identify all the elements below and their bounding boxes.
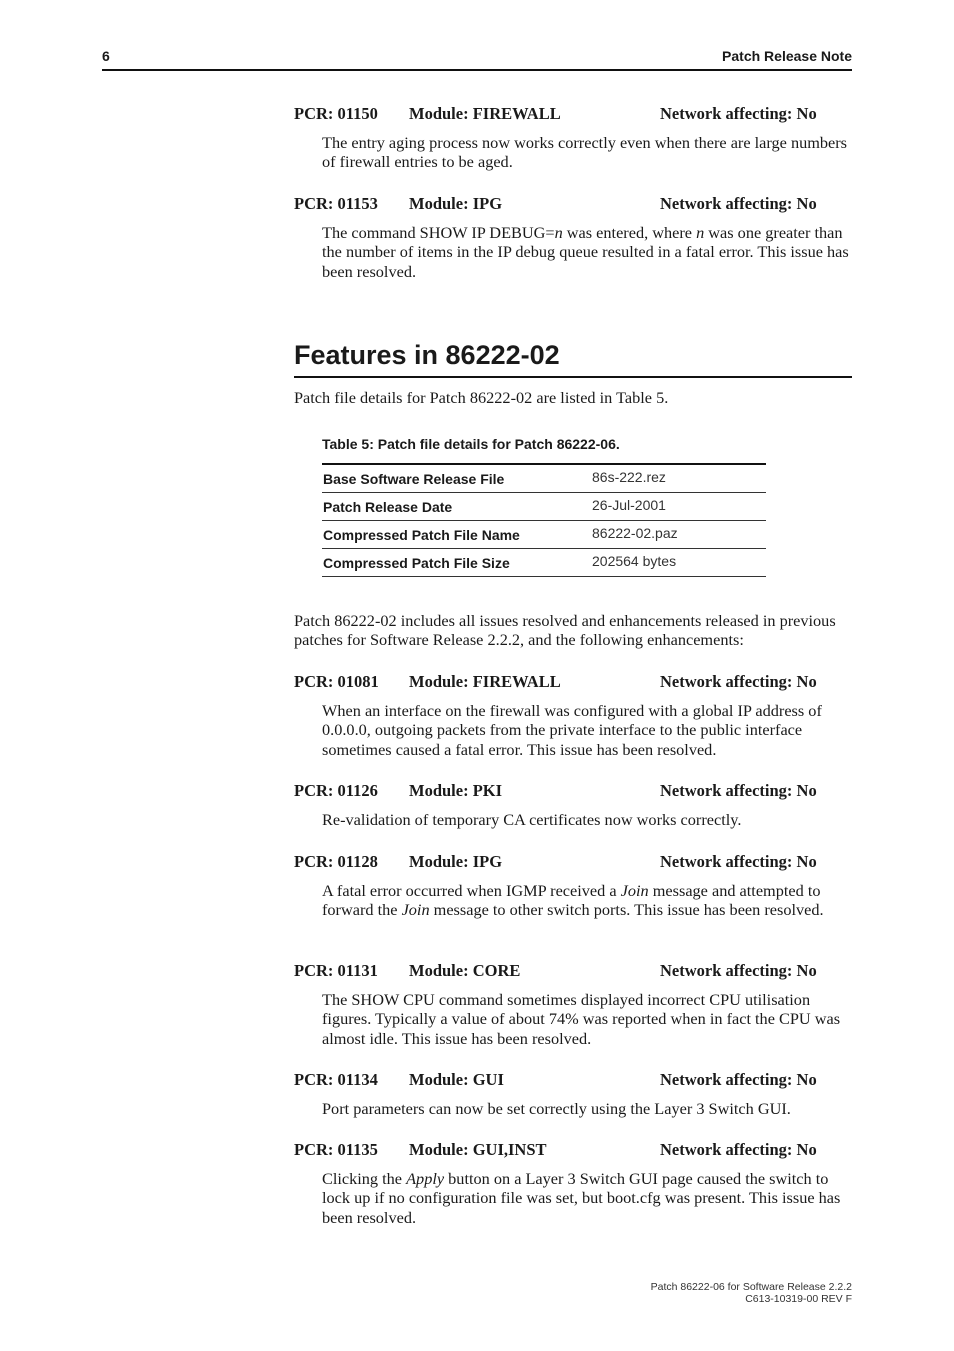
pcr-heading xyxy=(294,672,854,692)
italic-term: Join xyxy=(401,900,430,920)
italic-term: Apply xyxy=(406,1169,445,1188)
pcr-description xyxy=(322,881,854,920)
pcr-network-affecting: Network affecting: No xyxy=(660,1140,817,1159)
pcr-module: Module: GUI,INST xyxy=(409,1140,547,1159)
pcr-number: PCR: 01081 xyxy=(294,672,379,691)
page-footer xyxy=(651,1281,852,1305)
text-run: was entered, where xyxy=(562,223,697,242)
italic-term: n xyxy=(554,223,563,242)
section-intro: Patch file details for Patch 86222-02 are listed in Table 5. xyxy=(294,388,669,407)
pcr-number: PCR: 01134 xyxy=(294,1070,378,1089)
pcr-description xyxy=(322,223,854,281)
pcr-heading xyxy=(294,1070,854,1090)
text-run: message and attempted to forward the xyxy=(322,881,821,920)
text-run: button on a Layer 3 Switch GUI page caused the switch to lock up if no configuration file was set, but boot.cfg was present. This issue has been resolved. xyxy=(322,1169,841,1227)
footer-line: Patch 86222-06 for Software Release 2.2.2 xyxy=(650,1281,852,1293)
section-heading: Features in 86222-02 xyxy=(294,338,852,378)
table-label: Base Software Release File xyxy=(323,471,505,487)
pcr-module: Module: FIREWALL xyxy=(409,672,561,691)
pcr-network-affecting: Network affecting: No xyxy=(660,1070,817,1089)
includes-paragraph: Patch 86222-02 includes all issues resolved and enhancements released in previous patches for Software Release 2.2.2, and the following enhancements: xyxy=(294,611,836,650)
table-row xyxy=(322,549,766,577)
patch-details-table xyxy=(322,463,766,577)
pcr-heading xyxy=(294,104,854,124)
pcr-description: The SHOW CPU command sometimes displayed incorrect CPU utilisation figures. Typically a value of about 74% was reported when in fact the CPU was almost idle. This issue has been resolved. xyxy=(322,990,841,1048)
italic-term: n xyxy=(696,223,705,242)
footer-line: C613-10319-00 REV F xyxy=(745,1293,852,1305)
pcr-network-affecting: Network affecting: No xyxy=(660,961,817,980)
text-run: Clicking the xyxy=(322,1169,407,1188)
table-value: 26-Jul-2001 xyxy=(592,497,666,513)
pcr-number: PCR: 01128 xyxy=(294,852,378,871)
pcr-number: PCR: 01135 xyxy=(294,1140,378,1159)
pcr-number: PCR: 01131 xyxy=(294,961,378,980)
table-row xyxy=(322,493,766,521)
pcr-network-affecting: Network affecting: No xyxy=(660,194,817,213)
pcr-module: Module: CORE xyxy=(409,961,521,980)
pcr-heading xyxy=(294,781,854,801)
table-label: Compressed Patch File Size xyxy=(323,555,510,571)
pcr-module: Module: FIREWALL xyxy=(409,104,561,123)
pcr-number: PCR: 01153 xyxy=(294,194,378,213)
page-header xyxy=(102,48,852,71)
table-label: Patch Release Date xyxy=(323,499,453,515)
page-number: 6 xyxy=(102,48,110,64)
italic-term: Join xyxy=(620,881,649,900)
pcr-description: Re-validation of temporary CA certificates now works correctly. xyxy=(322,810,742,829)
pcr-network-affecting: Network affecting: No xyxy=(660,104,817,123)
table-row xyxy=(322,465,766,493)
table-value: 86s-222.rez xyxy=(592,469,666,485)
pcr-module: Module: GUI xyxy=(409,1070,504,1089)
pcr-description: When an interface on the firewall was configured with a global IP address of 0.0.0.0, outgoing packets from the private interface to the public interface sometimes caused a fatal error. This issue has been resolved. xyxy=(322,701,822,759)
table-value: 202564 bytes xyxy=(592,553,677,569)
pcr-module: Module: IPG xyxy=(409,852,503,871)
pcr-heading xyxy=(294,852,854,872)
pcr-network-affecting: Network affecting: No xyxy=(660,672,817,691)
pcr-network-affecting: Network affecting: No xyxy=(660,781,817,800)
table-value: 86222-02.paz xyxy=(592,525,678,541)
pcr-description: The entry aging process now works correctly even when there are large numbers of firewall entries to be aged. xyxy=(322,133,848,172)
text-run: The command SHOW IP DEBUG= xyxy=(322,223,555,242)
pcr-module: Module: PKI xyxy=(409,781,503,800)
pcr-heading xyxy=(294,194,854,214)
text-run: was one greater than the number of items in the IP debug queue resulted in a fatal error. This issue has been resolved. xyxy=(322,223,849,281)
pcr-description: Port parameters can now be set correctly using the Layer 3 Switch GUI. xyxy=(322,1099,791,1118)
pcr-network-affecting: Network affecting: No xyxy=(660,852,817,871)
pcr-module: Module: IPG xyxy=(409,194,503,213)
pcr-number: PCR: 01150 xyxy=(294,104,378,123)
text-run: message to other switch ports. This issue has been resolved. xyxy=(429,900,824,920)
pcr-heading xyxy=(294,961,854,981)
header-title: Patch Release Note xyxy=(722,48,852,64)
table-caption: Table 5: Patch file details for Patch 86222-06. xyxy=(322,436,620,452)
pcr-heading xyxy=(294,1140,854,1160)
text-run: A fatal error occurred when IGMP received a xyxy=(322,881,621,900)
table-row xyxy=(322,521,766,549)
table-label: Compressed Patch File Name xyxy=(323,527,520,543)
pcr-number: PCR: 01126 xyxy=(294,781,378,800)
pcr-description xyxy=(322,1169,854,1227)
